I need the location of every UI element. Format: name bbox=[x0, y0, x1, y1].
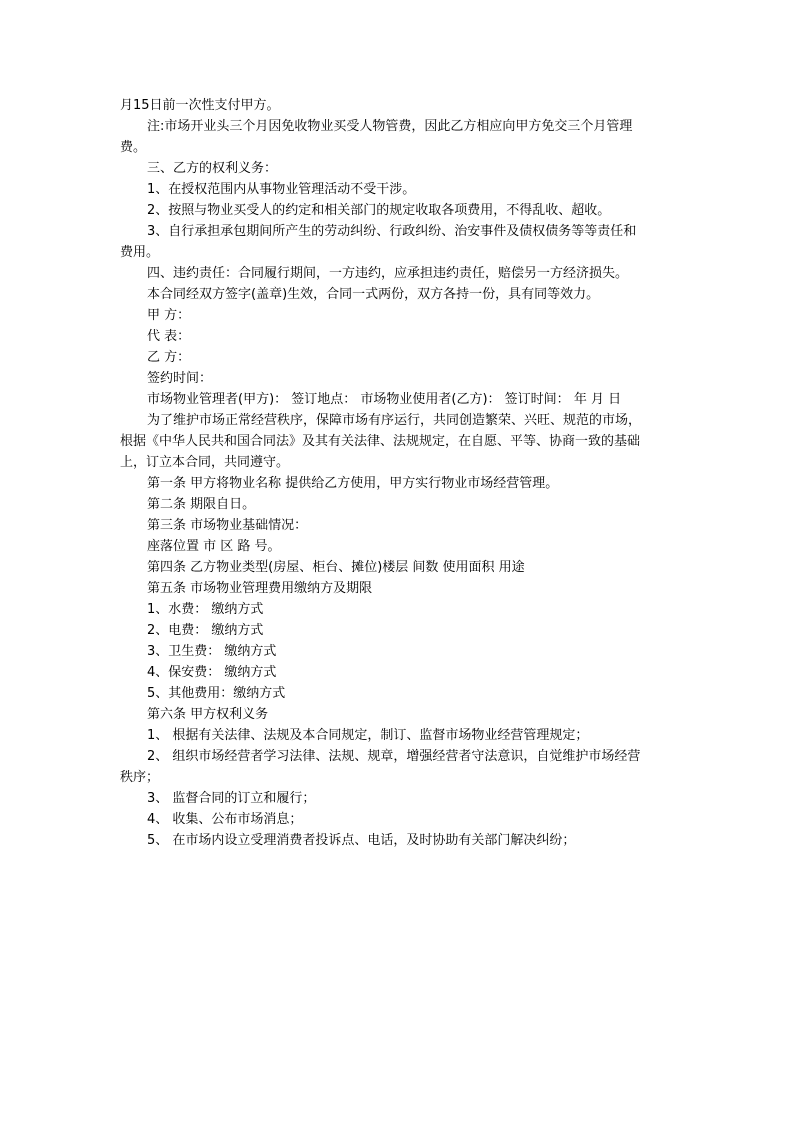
paragraph-line: 1、在授权范围内从事物业管理活动不受干涉。 bbox=[147, 182, 416, 197]
paragraph-line: 第三条 市场物业基础情况： bbox=[147, 518, 308, 533]
paragraph-line: 3、 监督合同的订立和履行； bbox=[147, 791, 316, 806]
paragraph-line: 座落位置 市 区 路 号。 bbox=[147, 539, 281, 554]
paragraph-line: 3、自行承担承包期间所产生的劳动纠纷、行政纠纷、治安事件及债权债务等等责任和 bbox=[147, 224, 637, 239]
paragraph-line: 第六条 甲方权利义务 bbox=[147, 707, 269, 722]
paragraph-line: 本合同经双方签字(盖章)生效，合同一式两份，双方各持一份，具有同等效力。 bbox=[147, 287, 600, 302]
paragraph-line: 第二条 期限自日。 bbox=[147, 497, 256, 512]
paragraph-line: 4、保安费： 缴纳方式 bbox=[147, 665, 277, 680]
paragraph-line: 第一条 甲方将物业名称 提供给乙方使用，甲方实行物业市场经营管理。 bbox=[147, 476, 559, 491]
paragraph-line: 代 表： bbox=[147, 329, 191, 344]
paragraph-line: 月15日前一次性支付甲方。 bbox=[120, 98, 280, 113]
paragraph-line: 乙 方： bbox=[147, 350, 191, 365]
paragraph-line: 第五条 市场物业管理费用缴纳方及期限 bbox=[147, 581, 373, 596]
paragraph-line: 签约时间： bbox=[147, 371, 213, 386]
paragraph-line: 四、违约责任：合同履行期间，一方违约，应承担违约责任，赔偿另一方经济损失。 bbox=[147, 266, 629, 281]
paragraph-line: 2、按照与物业买受人的约定和相关部门的规定收取各项费用，不得乱收、超收。 bbox=[147, 203, 611, 218]
paragraph-line: 1、 根据有关法律、法规及本合同规定，制订、监督市场物业经营管理规定； bbox=[147, 728, 589, 743]
paragraph-line: 甲 方： bbox=[147, 308, 191, 323]
paragraph-line: 注:市场开业头三个月因免收物业买受人物管费，因此乙方相应向甲方免交三个月管理 bbox=[147, 119, 633, 134]
paragraph-line: 市场物业管理者(甲方)： 签订地点： 市场物业使用者(乙方)： 签订时间： 年 月 日 bbox=[147, 392, 622, 407]
paragraph-line: 1、水费： 缴纳方式 bbox=[147, 602, 264, 617]
paragraph-line: 5、 在市场内设立受理消费者投诉点、电话，及时协助有关部门解决纠纷； bbox=[147, 833, 576, 848]
paragraph-line: 4、 收集、公布市场消息； bbox=[147, 812, 303, 827]
paragraph-line: 秩序； bbox=[120, 770, 160, 785]
paragraph-line: 为了维护市场正常经营秩序，保障市场有序运行，共同创造繁荣、兴旺、规范的市场， bbox=[147, 413, 642, 428]
paragraph-line: 费。 bbox=[120, 140, 147, 155]
paragraph-line: 3、卫生费： 缴纳方式 bbox=[147, 644, 277, 659]
paragraph-line: 根据《中华人民共和国合同法》及其有关法律、法规规定，在自愿、平等、协商一致的基础 bbox=[120, 434, 641, 449]
paragraph-line: 上，订立本合同，共同遵守。 bbox=[120, 455, 290, 470]
paragraph-line: 费用。 bbox=[120, 245, 160, 260]
paragraph-line: 2、 组织市场经营者学习法律、法规、规章，增强经营者守法意识，自觉维护市场经营 bbox=[147, 749, 641, 764]
paragraph-line: 2、电费： 缴纳方式 bbox=[147, 623, 264, 638]
paragraph-line: 5、其他费用：缴纳方式 bbox=[147, 686, 286, 701]
paragraph-line: 三、乙方的权利义务： bbox=[147, 161, 278, 176]
document-page bbox=[120, 95, 680, 851]
paragraph-line: 第四条 乙方物业类型(房屋、柜台、摊位)楼层 间数 使用面积 用途 bbox=[147, 560, 525, 575]
